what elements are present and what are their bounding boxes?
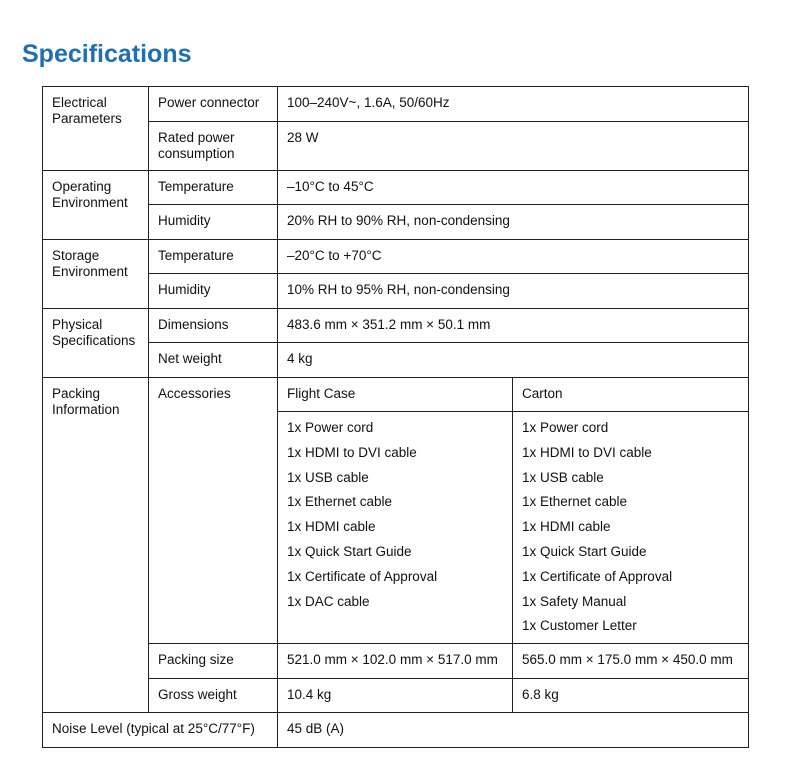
category-electrical: Electrical Parameters [43, 87, 149, 171]
param-label: Temperature [149, 240, 278, 274]
table-row [43, 343, 749, 378]
param-label: Power connector [149, 87, 278, 122]
column-header-flight-case: Flight Case [278, 378, 513, 412]
param-value: 4 kg [278, 343, 749, 378]
param-value: –20°C to +70°C [278, 240, 749, 274]
param-label: Dimensions [149, 309, 278, 343]
rated-power-label-line: consumption [158, 146, 235, 161]
list-item: 1x Power cord [522, 420, 609, 435]
table-row [43, 205, 749, 240]
carton-accessories [513, 412, 749, 644]
param-label: Humidity [149, 205, 278, 240]
list-item: 1x Certificate of Approval [287, 568, 438, 584]
param-label: Humidity [149, 274, 278, 309]
table-row [43, 679, 749, 713]
list-item: 1x Ethernet cable [522, 494, 628, 510]
category-physical: Physical Specifications [43, 309, 149, 378]
list-item: 1x HDMI cable [522, 519, 611, 535]
table-row [43, 122, 749, 171]
category-storage: Storage Environment [43, 240, 149, 309]
param-value: 28 W [278, 122, 749, 171]
table-row [43, 309, 749, 343]
table-row [43, 240, 749, 274]
noise-level-value: 45 dB (A) [278, 713, 749, 748]
param-value: 100–240V~, 1.6A, 50/60Hz [278, 87, 749, 122]
list-item: 1x Quick Start Guide [287, 543, 412, 559]
list-item: 1x Quick Start Guide [522, 543, 647, 559]
specifications-table [42, 86, 749, 748]
table-row [43, 87, 749, 122]
list-item: 1x DAC cable [287, 593, 370, 609]
param-label: Gross weight [149, 679, 278, 713]
page-title: Specifications [22, 40, 192, 68]
param-value: 20% RH to 90% RH, non-condensing [278, 205, 749, 240]
list-item: 1x HDMI to DVI cable [287, 444, 417, 460]
table-row [43, 378, 749, 412]
param-label [149, 122, 278, 171]
param-value: 6.8 kg [513, 679, 749, 713]
table-row [43, 171, 749, 205]
list-item: 1x Customer Letter [522, 618, 637, 634]
param-value: 10.4 kg [278, 679, 513, 713]
table-row [43, 274, 749, 309]
list-item: 1x Ethernet cable [287, 494, 393, 510]
rated-power-label-line: Rated power [158, 130, 235, 145]
param-value: 483.6 mm × 351.2 mm × 50.1 mm [278, 309, 749, 343]
param-label: Packing size [149, 644, 278, 679]
flight-case-accessories [278, 412, 513, 644]
param-value: 521.0 mm × 102.0 mm × 517.0 mm [278, 644, 513, 679]
list-item: 1x HDMI to DVI cable [522, 444, 652, 460]
table-row [43, 713, 749, 748]
table-row [43, 644, 749, 679]
list-item: 1x Safety Manual [522, 593, 627, 609]
category-operating: Operating Environment [43, 171, 149, 240]
list-item: 1x Certificate of Approval [522, 568, 673, 584]
list-item: 1x HDMI cable [287, 519, 376, 535]
list-item: 1x Power cord [287, 420, 374, 435]
column-header-carton: Carton [513, 378, 749, 412]
param-value: 10% RH to 95% RH, non-condensing [278, 274, 749, 309]
param-value: 565.0 mm × 175.0 mm × 450.0 mm [513, 644, 749, 679]
list-item: 1x USB cable [287, 469, 369, 485]
param-label: Temperature [149, 171, 278, 205]
param-label: Net weight [149, 343, 278, 378]
category-packing: Packing Information [43, 378, 149, 713]
param-value: –10°C to 45°C [278, 171, 749, 205]
noise-level-label: Noise Level (typical at 25°C/77°F) [43, 713, 278, 748]
param-label: Accessories [149, 378, 278, 644]
list-item: 1x USB cable [522, 469, 604, 485]
